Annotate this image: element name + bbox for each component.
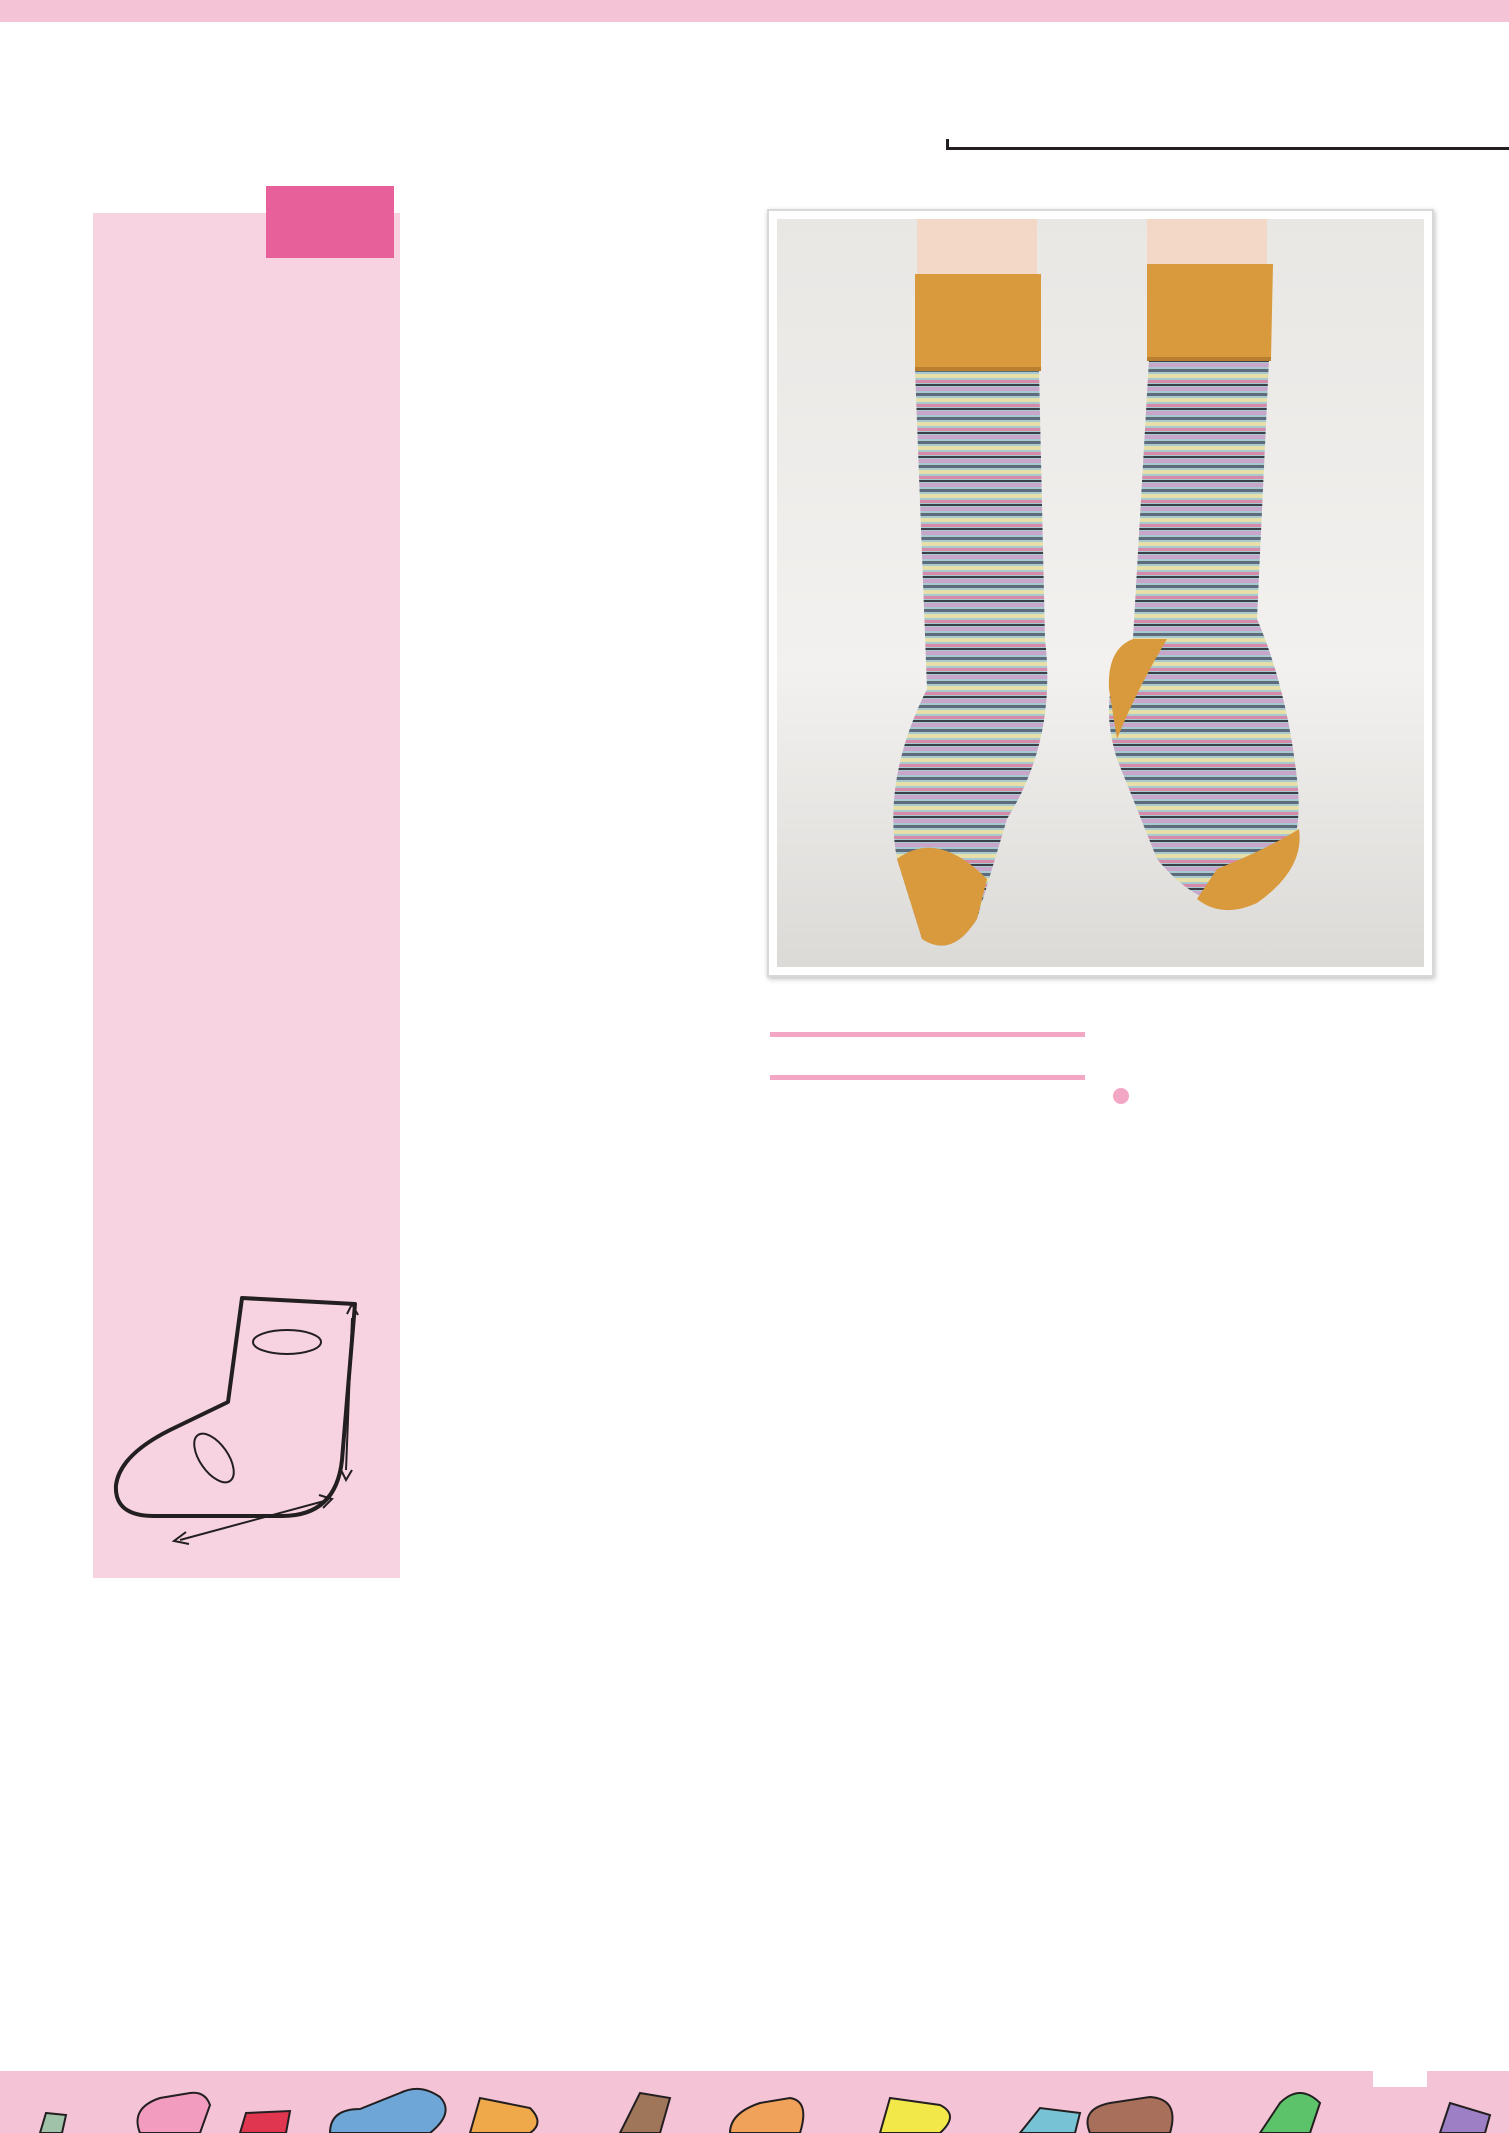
- header-rule: [946, 147, 1509, 150]
- column-2: [431, 236, 743, 357]
- column-3: [770, 1010, 1085, 1104]
- shape-leg-section: [431, 256, 743, 287]
- sock-size-diagram: [110, 1290, 400, 1555]
- bottom-sock-border: [0, 2053, 1509, 2133]
- socks-photo-frame: [767, 209, 1434, 977]
- heel-turn-section: [431, 307, 743, 338]
- need-to-know-tab: [266, 186, 394, 258]
- column-4: [1109, 1010, 1424, 1131]
- end-mark-icon: [1113, 1088, 1129, 1104]
- reinforcement-tip-callout: [770, 1032, 1085, 1080]
- toe-section: [1109, 1030, 1424, 1061]
- socks-photo: [777, 219, 1424, 967]
- page-number: [1373, 2053, 1427, 2087]
- top-scallop-border: [0, 0, 1509, 40]
- finishing-section: [1109, 1081, 1424, 1112]
